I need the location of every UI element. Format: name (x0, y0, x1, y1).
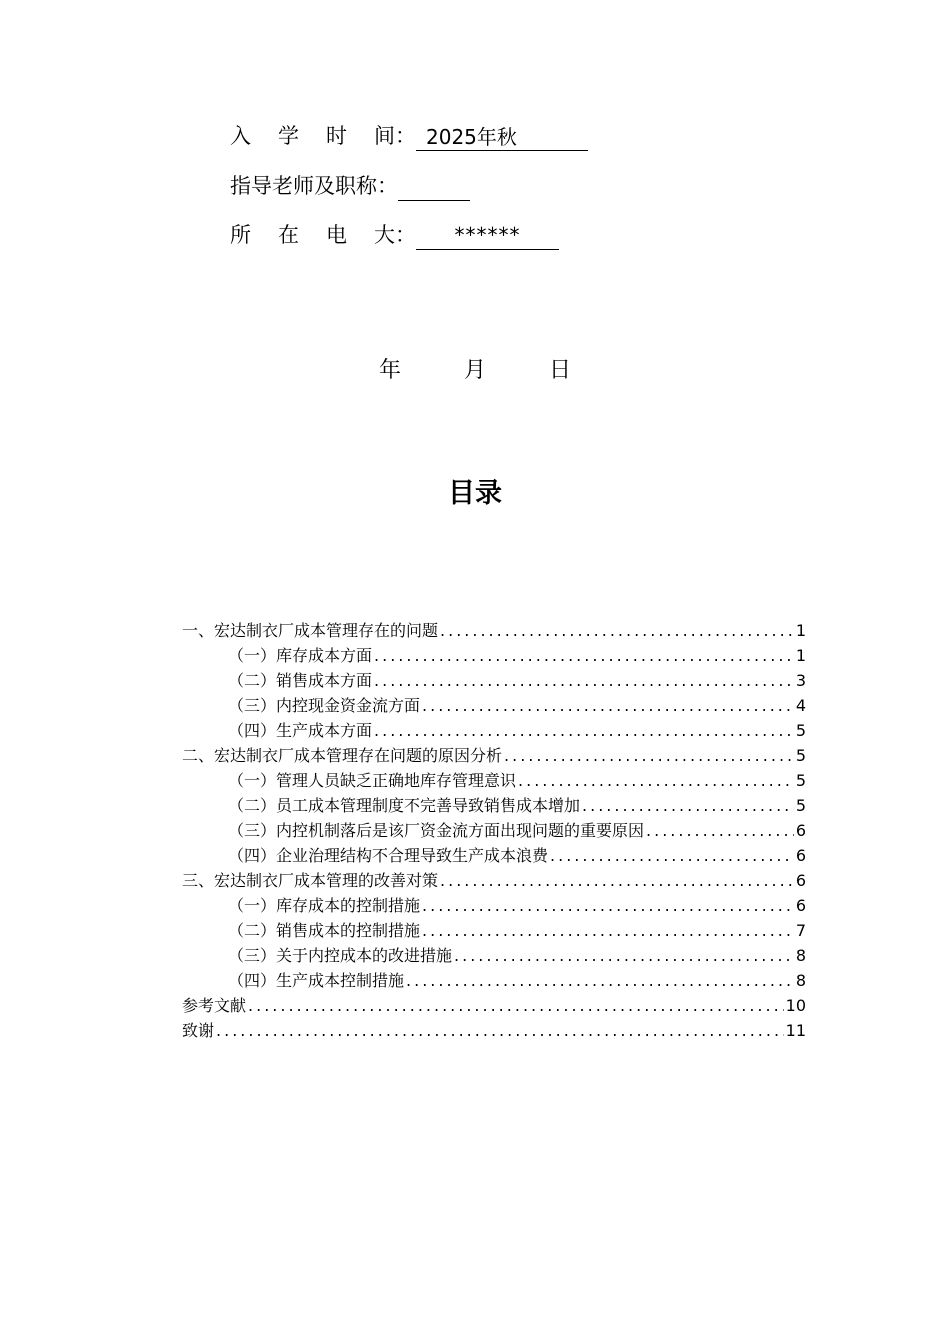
school-row (230, 220, 559, 250)
label-char: 所 (230, 223, 251, 247)
toc-entry-text: （四）生产成本方面 (228, 721, 373, 740)
toc-page-number: 6 (795, 896, 806, 915)
toc-page-number: 8 (795, 946, 806, 965)
toc-entry[interactable] (182, 668, 806, 693)
toc-page-number: 6 (795, 871, 806, 890)
date-day: 日 (549, 358, 572, 383)
toc-entry[interactable] (182, 818, 806, 843)
toc-dot-leader (374, 643, 794, 668)
school-label (230, 220, 416, 250)
toc-dot-leader (550, 843, 794, 868)
toc-entry[interactable] (182, 643, 806, 668)
toc-page-number: 5 (795, 721, 806, 740)
label-char: 大： (374, 223, 416, 247)
toc-entry-text: 致谢 (182, 1021, 215, 1040)
label-char: 学 (278, 124, 299, 148)
toc-entry-text: （二）员工成本管理制度不完善导致销售成本增加 (228, 796, 581, 815)
toc-entry-text: （一）库存成本方面 (228, 646, 373, 665)
toc-page-number: 5 (795, 746, 806, 765)
toc-page-number: 7 (795, 921, 806, 940)
toc-dot-leader (582, 793, 794, 818)
toc-entry[interactable] (182, 918, 806, 943)
enrollment-time-label (230, 121, 416, 151)
toc-dot-leader (216, 1018, 784, 1043)
toc-page-number: 3 (795, 671, 806, 690)
table-of-contents (182, 618, 806, 1043)
date-year: 年 (378, 358, 401, 383)
toc-entry-text: 三、宏达制衣厂成本管理的改善对策 (182, 871, 439, 890)
toc-entry[interactable] (182, 868, 806, 893)
toc-page-number: 5 (795, 796, 806, 815)
enrollment-time-row (230, 121, 588, 151)
toc-entry-text: 二、宏达制衣厂成本管理存在问题的原因分析 (182, 746, 503, 765)
toc-entry-text: （三）内控机制落后是该厂资金流方面出现问题的重要原因 (228, 821, 645, 840)
toc-entry[interactable] (182, 1018, 806, 1043)
toc-page-number: 11 (785, 1021, 806, 1040)
toc-entry[interactable] (182, 693, 806, 718)
toc-dot-leader (248, 993, 784, 1018)
toc-entry-text: （三）关于内控成本的改进措施 (228, 946, 453, 965)
school-value: ****** (416, 221, 559, 250)
toc-dot-leader (374, 718, 794, 743)
label-char: 入 (230, 124, 251, 148)
enrollment-time-value: 2025年秋 (416, 123, 588, 151)
toc-entry[interactable] (182, 618, 806, 643)
label-char: 时 (326, 124, 347, 148)
toc-dot-leader (504, 743, 794, 768)
toc-dot-leader (646, 818, 794, 843)
toc-entry[interactable] (182, 768, 806, 793)
toc-page-number: 8 (795, 971, 806, 990)
label-char: 间： (374, 124, 416, 148)
toc-page-number: 4 (795, 696, 806, 715)
toc-entry[interactable] (182, 943, 806, 968)
toc-entry-text: （二）销售成本的控制措施 (228, 921, 421, 940)
toc-entry-text: （四）企业治理结构不合理导致生产成本浪费 (228, 846, 549, 865)
toc-title: 目录 (448, 478, 502, 509)
toc-dot-leader (440, 868, 794, 893)
toc-entry[interactable] (182, 893, 806, 918)
toc-entry-text: （二）销售成本方面 (228, 671, 373, 690)
advisor-value (398, 172, 470, 201)
toc-page-number: 1 (795, 621, 806, 640)
date-line (0, 356, 950, 386)
toc-dot-leader (422, 918, 794, 943)
toc-entry[interactable] (182, 718, 806, 743)
label-char: 电 (326, 223, 347, 247)
toc-entry[interactable] (182, 843, 806, 868)
toc-entry-text: 一、宏达制衣厂成本管理存在的问题 (182, 621, 439, 640)
toc-dot-leader (518, 768, 794, 793)
toc-page-number: 6 (795, 821, 806, 840)
toc-entry-text: （一）管理人员缺乏正确地库存管理意识 (228, 771, 517, 790)
toc-dot-leader (454, 943, 794, 968)
toc-entry[interactable] (182, 793, 806, 818)
label-char: 在 (278, 223, 299, 247)
toc-entry-text: （一）库存成本的控制措施 (228, 896, 421, 915)
toc-dot-leader (422, 893, 794, 918)
advisor-label: 指导老师及职称： (230, 174, 398, 198)
toc-page-number: 5 (795, 771, 806, 790)
toc-entry-text: 参考文献 (182, 996, 247, 1015)
toc-dot-leader (374, 668, 794, 693)
toc-entry-text: （四）生产成本控制措施 (228, 971, 405, 990)
toc-dot-leader (440, 618, 794, 643)
date-month: 月 (463, 358, 486, 383)
toc-entry[interactable] (182, 993, 806, 1018)
toc-page-number: 6 (795, 846, 806, 865)
toc-entry-text: （三）内控现金资金流方面 (228, 696, 421, 715)
toc-dot-leader (422, 693, 794, 718)
toc-entry[interactable] (182, 743, 806, 768)
advisor-row (230, 171, 470, 201)
toc-entry[interactable] (182, 968, 806, 993)
toc-page-number: 1 (795, 646, 806, 665)
toc-page-number: 10 (785, 996, 806, 1015)
toc-dot-leader (406, 968, 794, 993)
